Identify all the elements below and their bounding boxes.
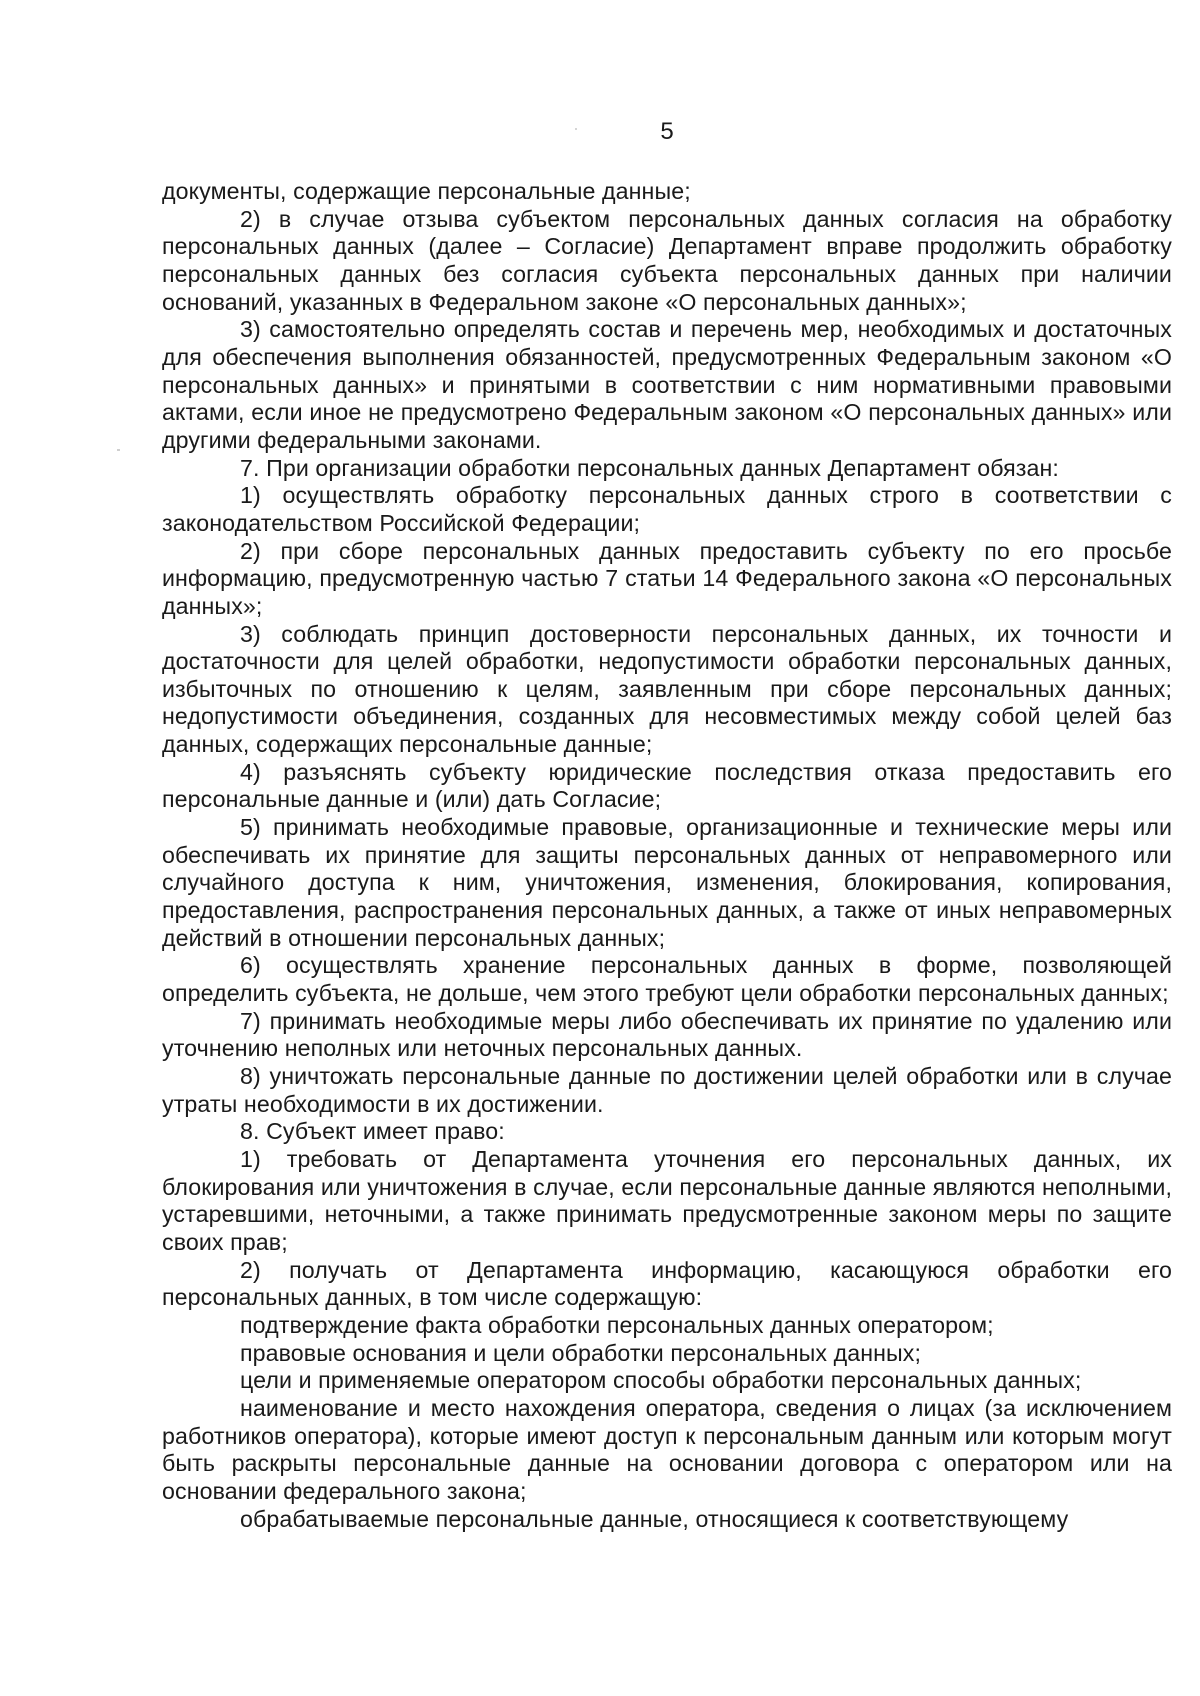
paragraph-8-subitem-operator-info: наименование и место нахождения оператора, сведения о лицах (за исключением работников оператора), которые имеют доступ к персональным данным или которым могут быть раскрыты персональные данные на основании договора с оператором или на основании федерального закона; xyxy=(162,1394,1172,1504)
page-number: 5 xyxy=(660,118,674,145)
document-body xyxy=(162,178,1172,1533)
paragraph-8-item-2: 2) получать от Департамента информацию, касающуюся обработки его персональных данных, в том числе содержащую: xyxy=(162,1256,1172,1311)
paragraph-continuation: документы, содержащие персональные данные; xyxy=(162,178,691,204)
paragraph-7-item-2: 2) при сборе персональных данных предоставить субъекту по его просьбе информацию, предусмотренную частью 7 статьи 14 Федерального закона «О персональных данных»; xyxy=(162,537,1172,619)
scan-speck xyxy=(575,128,577,130)
paragraph-7-item-6: 6) осуществлять хранение персональных данных в форме, позволяющей определить субъекта, не дольше, чем этого требуют цели обработки персональных данных; xyxy=(162,952,1172,1007)
paragraph-section-8-heading: 8. Субъект имеет право: xyxy=(240,1118,505,1145)
paragraph-8-subitem-fact: подтверждение факта обработки персональных данных оператором; xyxy=(240,1311,994,1338)
paragraph-8-subitem-legal-grounds: правовые основания и цели обработки персональных данных; xyxy=(240,1339,922,1366)
paragraph-7-item-3: 3) соблюдать принцип достоверности персональных данных, их точности и достаточности для целей обработки, недопустимости обработки персональных данных, избыточных по отношению к целям, заявленным при сборе персональных данных; недопустимости объединения, созданных для несовместимых между собой целей баз данных, содержащих персональные данные; xyxy=(162,620,1172,758)
paragraph-8-subitem-purposes: цели и применяемые оператором способы обработки персональных данных; xyxy=(240,1367,1082,1394)
paragraph-7-item-8: 8) уничтожать персональные данные по достижении целей обработки или в случае утраты необходимости в их достижении. xyxy=(162,1063,1172,1117)
paragraph-7-item-7: 7) принимать необходимые меры либо обеспечивать их принятие по удалению или уточнению неполных или неточных персональных данных. xyxy=(162,1007,1172,1062)
paragraph-7-item-5: 5) принимать необходимые правовые, организационные и технические меры или обеспечивать их принятие для защиты персональных данных от неправомерного или случайного доступа к ним, уничтожения, изменения, блокирования, копирования, предоставления, распространения персональных данных, а также от иных неправомерных действий в отношении персональных данных; xyxy=(162,814,1172,951)
paragraph-item-2-withdrawal: 2) в случае отзыва субъектом персональных данных согласия на обработку персональных данных (далее – Согласие) Департамент вправе продолжить обработку персональных данных без согласия субъекта персональных данных при наличии оснований, указанных в Федеральном законе «О персональных данных»; xyxy=(162,205,1172,315)
scan-margin-mark xyxy=(117,449,120,451)
paragraph-8-item-1: 1) требовать от Департамента уточнения его персональных данных, их блокирования или уничтожения в случае, если персональные данные являются неполными, устаревшими, неточными, а также принимать предусмотренные законом меры по защите своих прав; xyxy=(162,1145,1172,1255)
paragraph-section-7-heading: 7. При организации обработки персональных данных Департамент обязан: xyxy=(240,454,1059,481)
paragraph-7-item-4: 4) разъяснять субъекту юридические последствия отказа предоставить его персональные данные и (или) дать Согласие; xyxy=(162,758,1172,813)
paragraph-7-item-1: 1) осуществлять обработку персональных данных строго в соответствии с законодательством Российской Федерации; xyxy=(162,482,1172,536)
paragraph-8-subitem-processed-data: обрабатываемые персональные данные, относящиеся к соответствующему xyxy=(240,1505,1069,1532)
paragraph-item-3-measures: 3) самостоятельно определять состав и перечень мер, необходимых и достаточных для обеспечения выполнения обязанностей, предусмотренных Федеральным законом «О персональных данных» и принятыми в соответствии с ним нормативными правовыми актами, если иное не предусмотрено Федеральным законом «О персональных данных» или другими федеральными законами. xyxy=(162,316,1172,453)
